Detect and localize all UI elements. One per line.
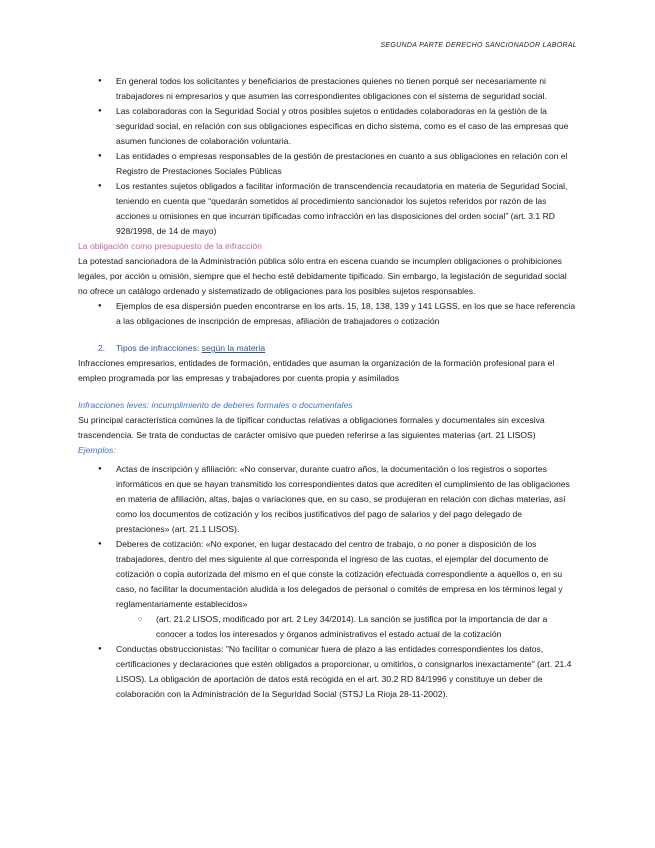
list-item: ● Ejemplos de esa dispersión pueden encontrarse en los arts. 15, 18, 138, 139 y 141 LGSS, en los que se hace referencia a las obligaciones de inscripción de empresas, afiliación de trabajadores o cotización: [78, 299, 576, 329]
page-content: [78, 74, 576, 702]
paragraph-obligacion: La potestad sancionadora de la Administración pública sólo entra en escena cuando se incumplen obligaciones o prohibiciones legales, por acción u omisión, siempre que el hecho esté debidamente tipificado. Sin embargo, la legislación de seguridad social no ofrece un catálogo ordenado y sistematizado de obligaciones para los posibles sujetos responsables.: [78, 256, 567, 296]
list-item: ● Las entidades o empresas responsables de la gestión de prestaciones en cuanto a sus obligaciones en relación con el Registro de Prestaciones Sociales Públicas: [78, 149, 576, 179]
section-heading-obligacion: La obligación como presupuesto de la infracción: [78, 241, 262, 251]
section-heading-leves: Infracciones leves: incumplimiento de deberes formales o documentales: [78, 400, 353, 410]
section-heading-tipos: [78, 341, 576, 356]
paragraph-tipos: Infracciones empresarios, entidades de formación, entidades que asuman la organización de la formación profesional para el empleo programada por las empresas y trabajadores por cuenta propia y asimilados: [78, 358, 555, 383]
list-item: ● Los restantes sujetos obligados a facilitar información de transcendencia recaudatoria en materia de Seguridad Social, teniendo en cuenta que “quedarán sometidos al procedimiento sancionador los sujetos referidos por razón de las acciones u omisiones en que incurran tipificadas como infracción en las disposiciones del orden social” (art. 3.1 RD 928/1998, de 14 de mayo): [78, 179, 576, 239]
section-title: Tipos de infracciones:: [116, 343, 200, 353]
sub-list-item: ○ (art. 21.2 LISOS, modificado por art. 2 Ley 34/2014). La sanción se justifica por la importancia de dar a conocer a todos los interesados y órganos administrativos el estado actual de la cotización: [78, 612, 576, 642]
list-item: ● Conductas obstruccionistas: "No facilitar o comunicar fuera de plazo a las entidades correspondientes los datos, certificaciones y declaraciones que estén obligados a proporcionar, u omitirlos, o consignarlos inexactamente" (art. 21.4 LISOS). La obligación de aportación de datos está recogida en el art. 30.2 RD 84/1996 y constituye un deber de colaboración con la Administración de la Seguridad Social (STSJ La Rioja 28-11-2002).: [78, 642, 576, 702]
list-item: ● En general todos los solicitantes y beneficiarios de prestaciones quienes no tienen porqué ser necesariamente ni trabajadores ni empresarios y que asumen las correspondientes obligaciones con el sistema de seguridad social.: [78, 74, 576, 104]
list-item: ● Deberes de cotización: «No exponer, en lugar destacado del centro de trabajo, o no poner a disposición de los trabajadores, dentro del mes siguiente al que corresponda el ingreso de las cuotas, el ejemplar del documento de cotización o copia autorizada del mismo en el que conste la cotización efectuada correspondiente a aquellos o, en su caso, no facilitar la documentación aludida a los delegados de personal o comités de empresa en los términos legal y reglamentariamente establecidos»: [78, 537, 576, 612]
paragraph-leves: Su principal característica comúnes la de tipificar conductas relativas a obligaciones formales y documentales sin excesiva trascendencia. Se trata de conductas de carácter omisivo que pueden referirse a las siguientes materias (art. 21 LISOS): [78, 415, 545, 440]
list-item: ● Actas de inscripción y afiliación: «No conservar, durante cuatro años, la documentación o los registros o soportes informáticos en que se hayan transmitido los correspondientes datos que acrediten el cumplimiento de las obligaciones en materia de afiliación, altas, bajas o variaciones que, en su caso, se produjeran en relación con dichas materias, así como los documentos de cotización y los recibos justificativos del pago de salarios y del pago delegado de prestaciones» (art. 21.1 LISOS).: [78, 462, 576, 537]
list-item: ● Las colaboradoras con la Seguridad Social y otros posibles sujetos o entidades colaboradoras en la gestión de la seguridad social, en relación con sus obligaciones específicas en dicho sistema, como es el caso de las empresas que asumen funciones de colaboración voluntaria.: [78, 104, 576, 149]
section-number: 2.: [98, 343, 106, 353]
ejemplos-label: Ejemplos:: [78, 445, 116, 455]
materia-link[interactable]: según la materia: [201, 343, 266, 353]
running-header: SEGUNDA PARTE DERECHO SANCIONADOR LABORAL: [380, 42, 577, 49]
